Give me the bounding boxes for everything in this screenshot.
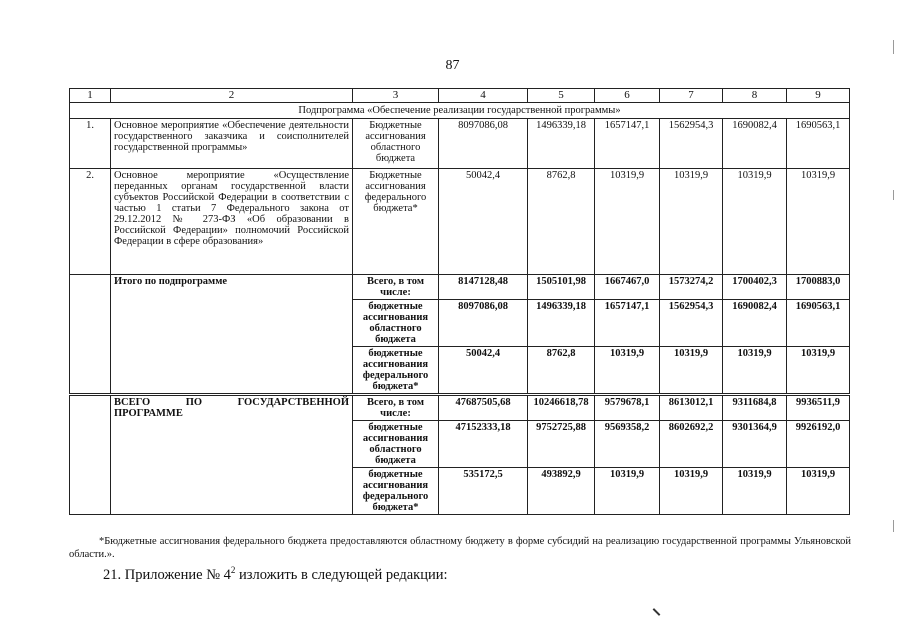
value-cell: 10319,9 <box>595 169 660 275</box>
value-cell: 493892,9 <box>528 468 595 515</box>
column-header: 3 <box>353 89 439 103</box>
budget-table <box>69 88 850 515</box>
value-cell: 10319,9 <box>723 468 787 515</box>
value-cell: 9926192,0 <box>787 421 850 468</box>
value-cell: 1690082,4 <box>723 119 787 169</box>
value-cell: 10319,9 <box>723 169 787 275</box>
value-cell: 8762,8 <box>528 169 595 275</box>
funding-source: бюджетные ассигнования федерального бюджета* <box>353 468 439 515</box>
page-number: 87 <box>445 58 460 73</box>
value-cell: 10319,9 <box>660 169 723 275</box>
value-cell: 1562954,3 <box>660 300 723 347</box>
column-header: 9 <box>787 89 850 103</box>
value-cell: 1562954,3 <box>660 119 723 169</box>
value-cell: 8613012,1 <box>660 395 723 421</box>
value-cell: 10319,9 <box>787 347 850 395</box>
empty-cell <box>70 275 111 395</box>
value-cell: 1496339,18 <box>528 300 595 347</box>
value-cell: 1667467,0 <box>595 275 660 300</box>
next-item-superscript: 2 <box>230 565 236 575</box>
value-cell: 10319,9 <box>595 347 660 395</box>
funding-source: Всего, в том числе: <box>353 395 439 421</box>
value-cell: 9311684,8 <box>723 395 787 421</box>
table-row <box>70 119 850 169</box>
funding-source: Всего, в том числе: <box>353 275 439 300</box>
value-cell: 1690563,1 <box>787 300 850 347</box>
funding-source: бюджетные ассигнования областного бюджета <box>353 300 439 347</box>
value-cell: 10319,9 <box>595 468 660 515</box>
footnote: *Бюджетные ассигнования федерального бюджета предоставляются областному бюджету в форме субсидий на реализацию государственной программы Ульяновской области.». <box>69 536 851 560</box>
column-header: 1 <box>70 89 111 103</box>
scan-margin-mark <box>893 40 894 54</box>
subprogram-total-title: Итого по подпрограмме <box>111 275 353 395</box>
scan-margin-mark <box>893 190 894 200</box>
measure-name: Основное мероприятие «Обеспечение деятельности государственного заказчика и соисполнителей государственной программы» <box>111 119 353 169</box>
value-cell: 10319,9 <box>660 347 723 395</box>
value-cell: 10319,9 <box>787 468 850 515</box>
value-cell: 9569358,2 <box>595 421 660 468</box>
funding-source: бюджетные ассигнования областного бюджета <box>353 421 439 468</box>
value-cell: 1690082,4 <box>723 300 787 347</box>
value-cell: 8147128,48 <box>439 275 528 300</box>
row-number: 1. <box>70 119 111 169</box>
value-cell: 10319,9 <box>660 468 723 515</box>
column-header: 4 <box>439 89 528 103</box>
value-cell: 8602692,2 <box>660 421 723 468</box>
empty-cell <box>70 395 111 515</box>
column-numbers-row <box>70 89 850 103</box>
value-cell: 10319,9 <box>723 347 787 395</box>
funding-source: бюджетные ассигнования федерального бюджета* <box>353 347 439 395</box>
value-cell: 47152333,18 <box>439 421 528 468</box>
column-header: 6 <box>595 89 660 103</box>
value-cell: 9579678,1 <box>595 395 660 421</box>
column-header: 2 <box>111 89 353 103</box>
subprogram-title-row <box>70 103 850 119</box>
program-total-row <box>70 395 850 421</box>
value-cell: 8097086,08 <box>439 300 528 347</box>
subprogram-title: Подпрограмма «Обеспечение реализации государственной программы» <box>70 103 850 119</box>
value-cell: 9936511,9 <box>787 395 850 421</box>
next-item-text <box>103 565 448 584</box>
column-header: 8 <box>723 89 787 103</box>
value-cell: 1573274,2 <box>660 275 723 300</box>
value-cell: 1657147,1 <box>595 119 660 169</box>
value-cell: 1700883,0 <box>787 275 850 300</box>
value-cell: 10246618,78 <box>528 395 595 421</box>
value-cell: 9752725,88 <box>528 421 595 468</box>
scan-pen-mark <box>653 608 661 616</box>
measure-name: Основное мероприятие «Осуществление переданных органам государственной власти субъектов Российской Федерации в соответствии с частью 1 статьи 7 Федерального закона от 29.12.2012 № 273-ФЗ «Об образовании в Российской Федерации» полномочий Российской Федерации в сфере образования» <box>111 169 353 275</box>
value-cell: 1690563,1 <box>787 119 850 169</box>
next-item-lead: 21. Приложение № 4 <box>103 566 231 583</box>
value-cell: 47687505,68 <box>439 395 528 421</box>
subprogram-total-row <box>70 275 850 300</box>
value-cell: 1496339,18 <box>528 119 595 169</box>
next-item-tail: изложить в следующей редакции: <box>235 566 448 583</box>
value-cell: 1505101,98 <box>528 275 595 300</box>
column-header: 7 <box>660 89 723 103</box>
value-cell: 535172,5 <box>439 468 528 515</box>
table-row <box>70 169 850 275</box>
value-cell: 9301364,9 <box>723 421 787 468</box>
funding-source: Бюджетные ассигнования федерального бюджета* <box>353 169 439 275</box>
value-cell: 8097086,08 <box>439 119 528 169</box>
program-total-title: ВСЕГО ПО ГОСУДАРСТВЕННОЙ ПРОГРАММЕ <box>111 395 353 515</box>
funding-source: Бюджетные ассигнования областного бюджета <box>353 119 439 169</box>
value-cell: 50042,4 <box>439 347 528 395</box>
value-cell: 1657147,1 <box>595 300 660 347</box>
value-cell: 50042,4 <box>439 169 528 275</box>
row-number: 2. <box>70 169 111 275</box>
value-cell: 8762,8 <box>528 347 595 395</box>
column-header: 5 <box>528 89 595 103</box>
value-cell: 10319,9 <box>787 169 850 275</box>
scan-margin-mark <box>893 520 894 532</box>
value-cell: 1700402,3 <box>723 275 787 300</box>
